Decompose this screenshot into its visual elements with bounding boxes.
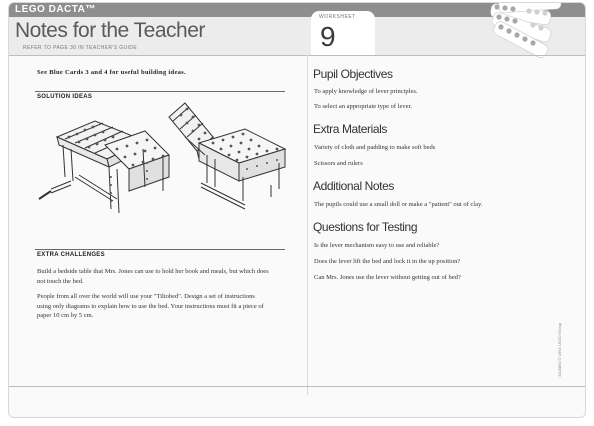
- page-title: Notes for the Teacher: [15, 19, 205, 42]
- question-item: Is the lever mechanism easy to use and reliable?: [314, 242, 440, 249]
- tilting-bed-illustration: [35, 97, 287, 233]
- color-swatch-fan-icon: [471, 2, 581, 59]
- header: [9, 3, 585, 55]
- solution-rule: [35, 91, 285, 92]
- worksheet-number: 9: [320, 21, 336, 52]
- teacher-guide-reference: REFER TO PAGE 30 IN TEACHER'S GUIDE: [23, 45, 138, 51]
- worksheet-badge: [311, 11, 375, 55]
- building-ideas-note: See Blue Cards 3 and 4 for useful building ideas.: [37, 69, 186, 76]
- material-item: Variety of cloth and padding to make soft beds: [314, 144, 436, 151]
- worksheet-card: [8, 2, 586, 418]
- objective-item: To apply knowledge of lever principles.: [314, 88, 418, 95]
- objective-item: To select an appropriate type of lever.: [314, 103, 412, 110]
- worksheet-label: WORKSHEET: [319, 14, 356, 20]
- questions-for-testing-heading: Questions for Testing: [313, 220, 418, 234]
- column-divider: [307, 55, 308, 395]
- tilted-bed-model: [169, 103, 285, 209]
- copyright-text: 4103890 © 1993 LEGO Group: [557, 322, 562, 377]
- solution-ideas-heading: SOLUTION IDEAS: [37, 94, 93, 100]
- footer-divider: [9, 386, 585, 387]
- extra-materials-heading: Extra Materials: [313, 122, 388, 136]
- header-divider: [9, 55, 585, 56]
- extra-challenge-1: Build a bedside table that Mrs. Jones can use to hold her book and meals, but which does not touch the bed.: [37, 268, 269, 285]
- additional-notes-text: The pupils could use a small doll or make a "patient" out of clay.: [314, 201, 483, 208]
- pupil-objectives-heading: Pupil Objectives: [313, 67, 393, 81]
- question-item: Can Mrs. Jones use the lever without getting out of bed?: [314, 274, 461, 281]
- material-item: Scissors and rulers: [314, 160, 363, 167]
- flat-bed-model: [39, 121, 169, 213]
- extra-challenges-heading: EXTRA CHALLENGES: [37, 252, 105, 258]
- extra-rule: [35, 249, 285, 250]
- brand-name: LEGO DACTA™: [15, 4, 96, 15]
- question-item: Does the lever lift the bed and lock it in the up position?: [314, 258, 461, 265]
- copyright-notice: [557, 321, 567, 381]
- extra-challenge-2: People from all over the world will use your "Tiltobed". Design a set of instructions using only diagrams to explain how to use the bed. Your instructions must fit a piece of paper 10 cm by 5 cm.: [37, 293, 264, 319]
- additional-notes-heading: Additional Notes: [313, 179, 394, 193]
